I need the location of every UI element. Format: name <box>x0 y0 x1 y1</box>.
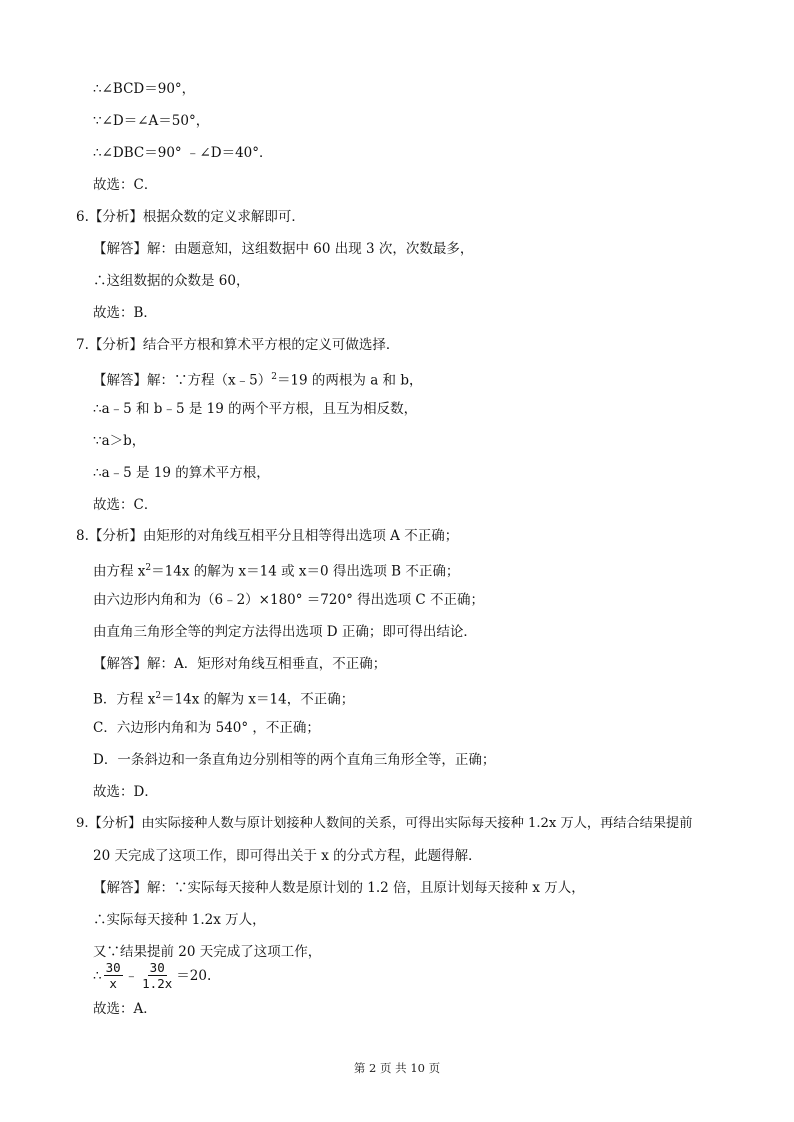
solution-line <box>93 368 422 390</box>
answer-choice: 故选：B． <box>93 305 157 321</box>
answer-choice: 故选：D． <box>93 784 158 800</box>
analysis-line: 由六边形内角和为（6﹣2）×180° ＝720° 得出选项 C 不正确； <box>93 592 485 608</box>
therefore-symbol: ∴ <box>93 967 102 984</box>
text-segment: ＝14x 的解为 x＝14，不正确； <box>161 691 355 708</box>
answer-choice: 故选：A． <box>93 1001 157 1017</box>
numerator: 30 <box>149 960 165 975</box>
superscript: 2 <box>145 563 152 573</box>
text-segment: 由方程 x <box>93 563 146 580</box>
solution-line: ∴这组数据的众数是 60， <box>93 273 250 289</box>
solution-line: ∴a﹣5 是 19 的算术平方根， <box>93 465 270 481</box>
analysis-heading: 9.【分析】由实际接种人数与原计划接种人数间的关系，可得出实际每天接种 1.2x 万人，再结合结果提前 <box>76 816 693 831</box>
solution-line: 【解答】解：由题意知，这组数据中 60 出现 3 次，次数最多， <box>93 241 474 257</box>
minus-sign: ﹣ <box>124 967 139 984</box>
solution-line: ∴a﹣5 和 b﹣5 是 19 的两个平方根，且互为相反数， <box>93 401 418 417</box>
page-footer: 第 2 页 共 10 页 <box>353 1061 441 1075</box>
fraction <box>104 960 123 991</box>
solution-line: ∵a＞b， <box>93 433 146 449</box>
analysis-heading: 6.【分析】根据众数的定义求解即可． <box>76 209 305 225</box>
analysis-heading: 8.【分析】由矩形的对角线互相平分且相等得出选项 A 不正确； <box>76 528 459 544</box>
analysis-line: 20 天完成了这项工作，即可得出关于 x 的分式方程，此题得解． <box>93 848 482 864</box>
superscript: 2 <box>155 691 162 701</box>
answer-choice: 故选：C． <box>93 177 158 193</box>
text-segment: ＝19 的两根为 a 和 b， <box>276 372 423 389</box>
solution-line: 【解答】解：A．矩形对角线互相垂直，不正确； <box>93 656 387 672</box>
text-segment: ＝14x 的解为 x＝14 或 x＝0 得出选项 B 不正确； <box>151 563 460 580</box>
solution-line: D．一条斜边和一条直角边分别相等的两个直角三角形全等，正确； <box>93 752 496 768</box>
analysis-line <box>93 559 459 581</box>
answer-choice: 故选：C． <box>93 497 158 513</box>
solution-line: 【解答】解：∵实际每天接种人数是原计划的 1.2 倍，且原计划每天接种 x 万人， <box>93 880 585 896</box>
equation <box>93 960 211 991</box>
equals-value: ＝20. <box>176 967 212 984</box>
denominator: 1.2x <box>142 976 173 991</box>
solution-line: ∴实际每天接种 1.2x 万人， <box>93 912 266 928</box>
text-line: ∴∠BCD＝90°， <box>93 81 196 97</box>
numerator: 30 <box>105 960 121 975</box>
text-line: ∴∠DBC＝90° ﹣∠D＝40°． <box>93 145 273 161</box>
fraction <box>140 960 174 991</box>
denominator: x <box>109 976 117 991</box>
analysis-heading: 7.【分析】结合平方根和算术平方根的定义可做选择． <box>76 337 400 353</box>
text-segment: B．方程 x <box>93 691 156 708</box>
solution-line: 又∵结果提前 20 天完成了这项工作， <box>93 944 322 960</box>
superscript: 2 <box>271 372 277 382</box>
analysis-line: 由直角三角形全等的判定方法得出选项 D 正确；即可得出结论． <box>93 624 477 640</box>
solution-line: C．六边形内角和为 540° ，不正确； <box>93 720 320 736</box>
text-segment: 【解答】解：∵方程（x﹣5） <box>93 372 272 389</box>
text-line: ∵∠D＝∠A＝50°， <box>93 113 210 129</box>
solution-line <box>93 687 354 709</box>
